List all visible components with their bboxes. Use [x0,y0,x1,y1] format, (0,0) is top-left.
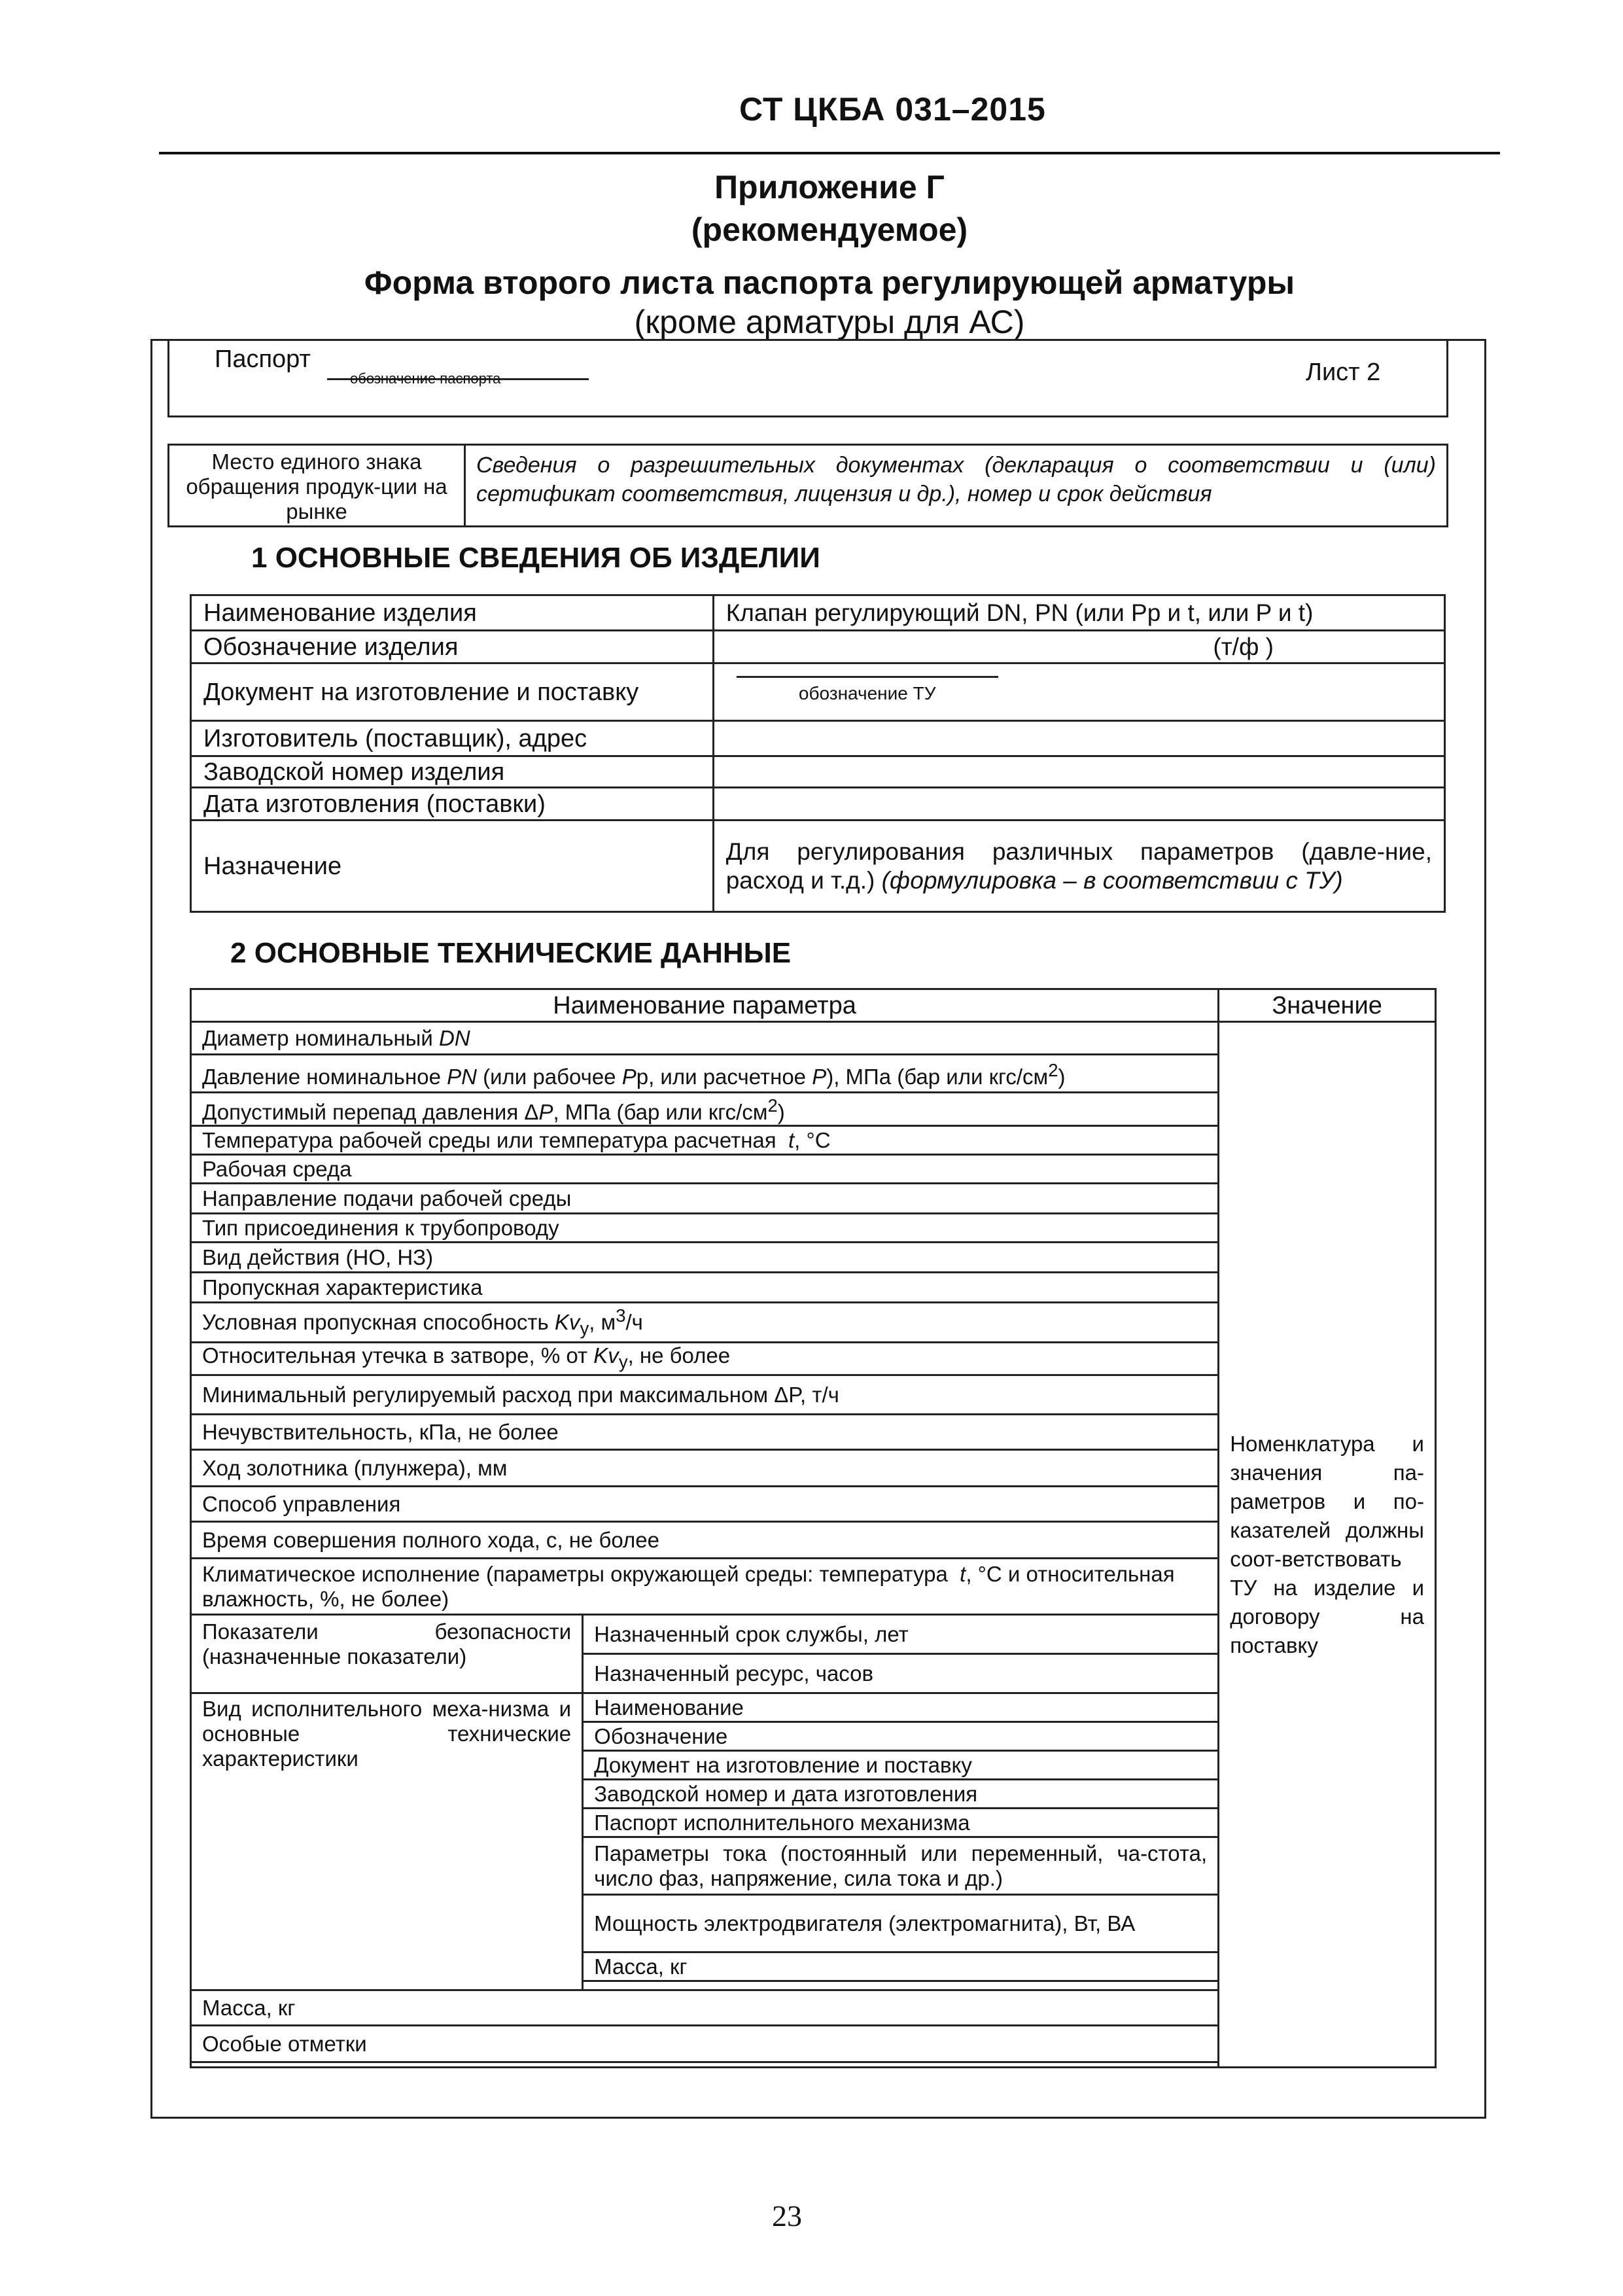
row-value [713,756,1444,788]
market-mark-cell: Место единого знака обращения продук-ции на рынке [167,444,466,527]
table-row: Условная пропускная способность $Kv_y$, $м^3/ч$ [191,1303,1219,1343]
table-row: Направление подачи рабочей среды [191,1184,1219,1214]
standard-code: СТ ЦКБА 031–2015 [739,91,1046,128]
passport-designation-caption: обозначение паспорта [350,370,501,387]
product-info-table [190,594,1446,913]
table-row: Допустимый перепад давления ΔP, МПа (бар или кгс/$см^2$) [191,1093,1219,1126]
actuator-label: Вид исполнительного меха-низма и основные технические характеристики [191,1693,583,1990]
row-label: Назначение [191,821,714,912]
table-row: Диаметр номинальный DN [191,1022,1219,1055]
row-label: Дата изготовления (поставки) [191,788,714,821]
table-row: Особые отметки [191,2026,1219,2062]
form-title: Форма второго листа паспорта регулирующей арматуры [364,264,1295,301]
table-row: Нечувствительность, кПа, не более [191,1415,1219,1450]
table-row: Относительная утечка в затворе, % от $Kv_y$, не более [191,1342,1219,1375]
row-label: Наименование изделия [191,595,714,631]
table-row: Документ на изготовление и поставку [583,1751,1219,1780]
passport-label: Паспорт [215,345,311,373]
section1-title: 1 ОСНОВНЫЕ СВЕДЕНИЯ ОБ ИЗДЕЛИИ [251,542,820,574]
appendix-note: (рекомендуемое) [691,211,968,248]
appendix-title: Приложение Г [714,169,945,205]
table-row: Ход золотника (плунжера), мм [191,1450,1219,1487]
table-row [191,595,1445,631]
table-row: Температура рабочей среды или температура расчетная t, °С [191,1126,1219,1155]
section2-title: 2 ОСНОВНЫЕ ТЕХНИЧЕСКИЕ ДАННЫЕ [230,937,792,969]
table-row [191,631,1445,663]
table-row: Мощность электродвигателя (электромагнита), Вт, ВА [583,1895,1219,1952]
permits-cell: Сведения о разрешительных документах (декларация о соответствии и (или) сертификат соответствия, лицензия и др.), номер и срок действия [466,444,1448,527]
row-value: (т/ф ) [713,631,1444,663]
row-label: Изготовитель (поставщик), адрес [191,721,714,756]
page-number: 23 [772,2199,802,2233]
table-row: Заводской номер и дата изготовления [583,1780,1219,1809]
row-label: Заводской номер изделия [191,756,714,788]
table-row: Тип присоединения к трубопроводу [191,1214,1219,1243]
table-row: Способ управления [191,1487,1219,1522]
table-row: Назначенный срок службы, лет [583,1615,1219,1654]
row-value [713,788,1444,821]
table-row [191,788,1445,821]
row-label: Обозначение изделия [191,631,714,663]
column-header-parameter: Наименование параметра [191,989,1219,1022]
column-header-value: Значение [1219,989,1436,1022]
table-row-spacer [191,2062,1219,2068]
table-row: Назначенный ресурс, часов [583,1654,1219,1693]
table-row: Минимальный регулируемый расход при максимальном ΔP, т/ч [191,1375,1219,1415]
table-row: Пропускная характеристика [191,1273,1219,1303]
table-row-spacer [583,1981,1219,1990]
table-row: Вид действия (НО, НЗ) [191,1243,1219,1273]
form-subtitle: (кроме арматуры для АС) [634,304,1025,340]
row-value: Клапан регулирующий DN, PN (или Pр и t, или P и t) [713,595,1444,631]
table-row: Рабочая среда [191,1155,1219,1184]
table-row [191,663,1445,721]
table-row [191,821,1445,912]
table-row: Наименование [583,1693,1219,1722]
table-row [191,721,1445,756]
table-row: Паспорт исполнительного механизма [583,1809,1219,1837]
table-row: Время совершения полного хода, с, не более [191,1522,1219,1559]
technical-data-table [190,988,1437,2068]
row-value [713,663,1444,721]
row-label: Документ на изготовление и поставку [191,663,714,721]
sheet-number: Лист 2 [1306,359,1381,386]
table-row: Масса, кг [583,1952,1219,1981]
header-rule [159,152,1500,154]
table-row: Климатическое исполнение (параметры окружающей среды: температура t, °С и относительная влажность, %, не более) [191,1559,1219,1615]
table-row [191,756,1445,788]
table-row: Обозначение [583,1722,1219,1751]
value-note-cell: Номенклатура и значения па-раметров и по-казателей должны соот-ветствовать ТУ на изделие и договору на поставку [1219,1022,1436,2068]
table-row: Масса, кг [191,1990,1219,2026]
table-row: Давление номинальное PN (или рабочее Pр, или расчетное P), МПа (бар или кгс/$см^2$) [191,1055,1219,1093]
safety-label: Показатели безопасности (назначенные показатели) [191,1615,583,1693]
row-value: Для регулирования различных параметров (давле-ние, расход и т.д.) (формулировка – в соответствии с ТУ) [713,821,1444,912]
tu-designation-caption: обозначение ТУ [737,676,998,708]
table-row: Параметры тока (постоянный или переменный, ча-стота, число фаз, напряжение, сила тока и др.) [583,1837,1219,1895]
row-value [713,721,1444,756]
